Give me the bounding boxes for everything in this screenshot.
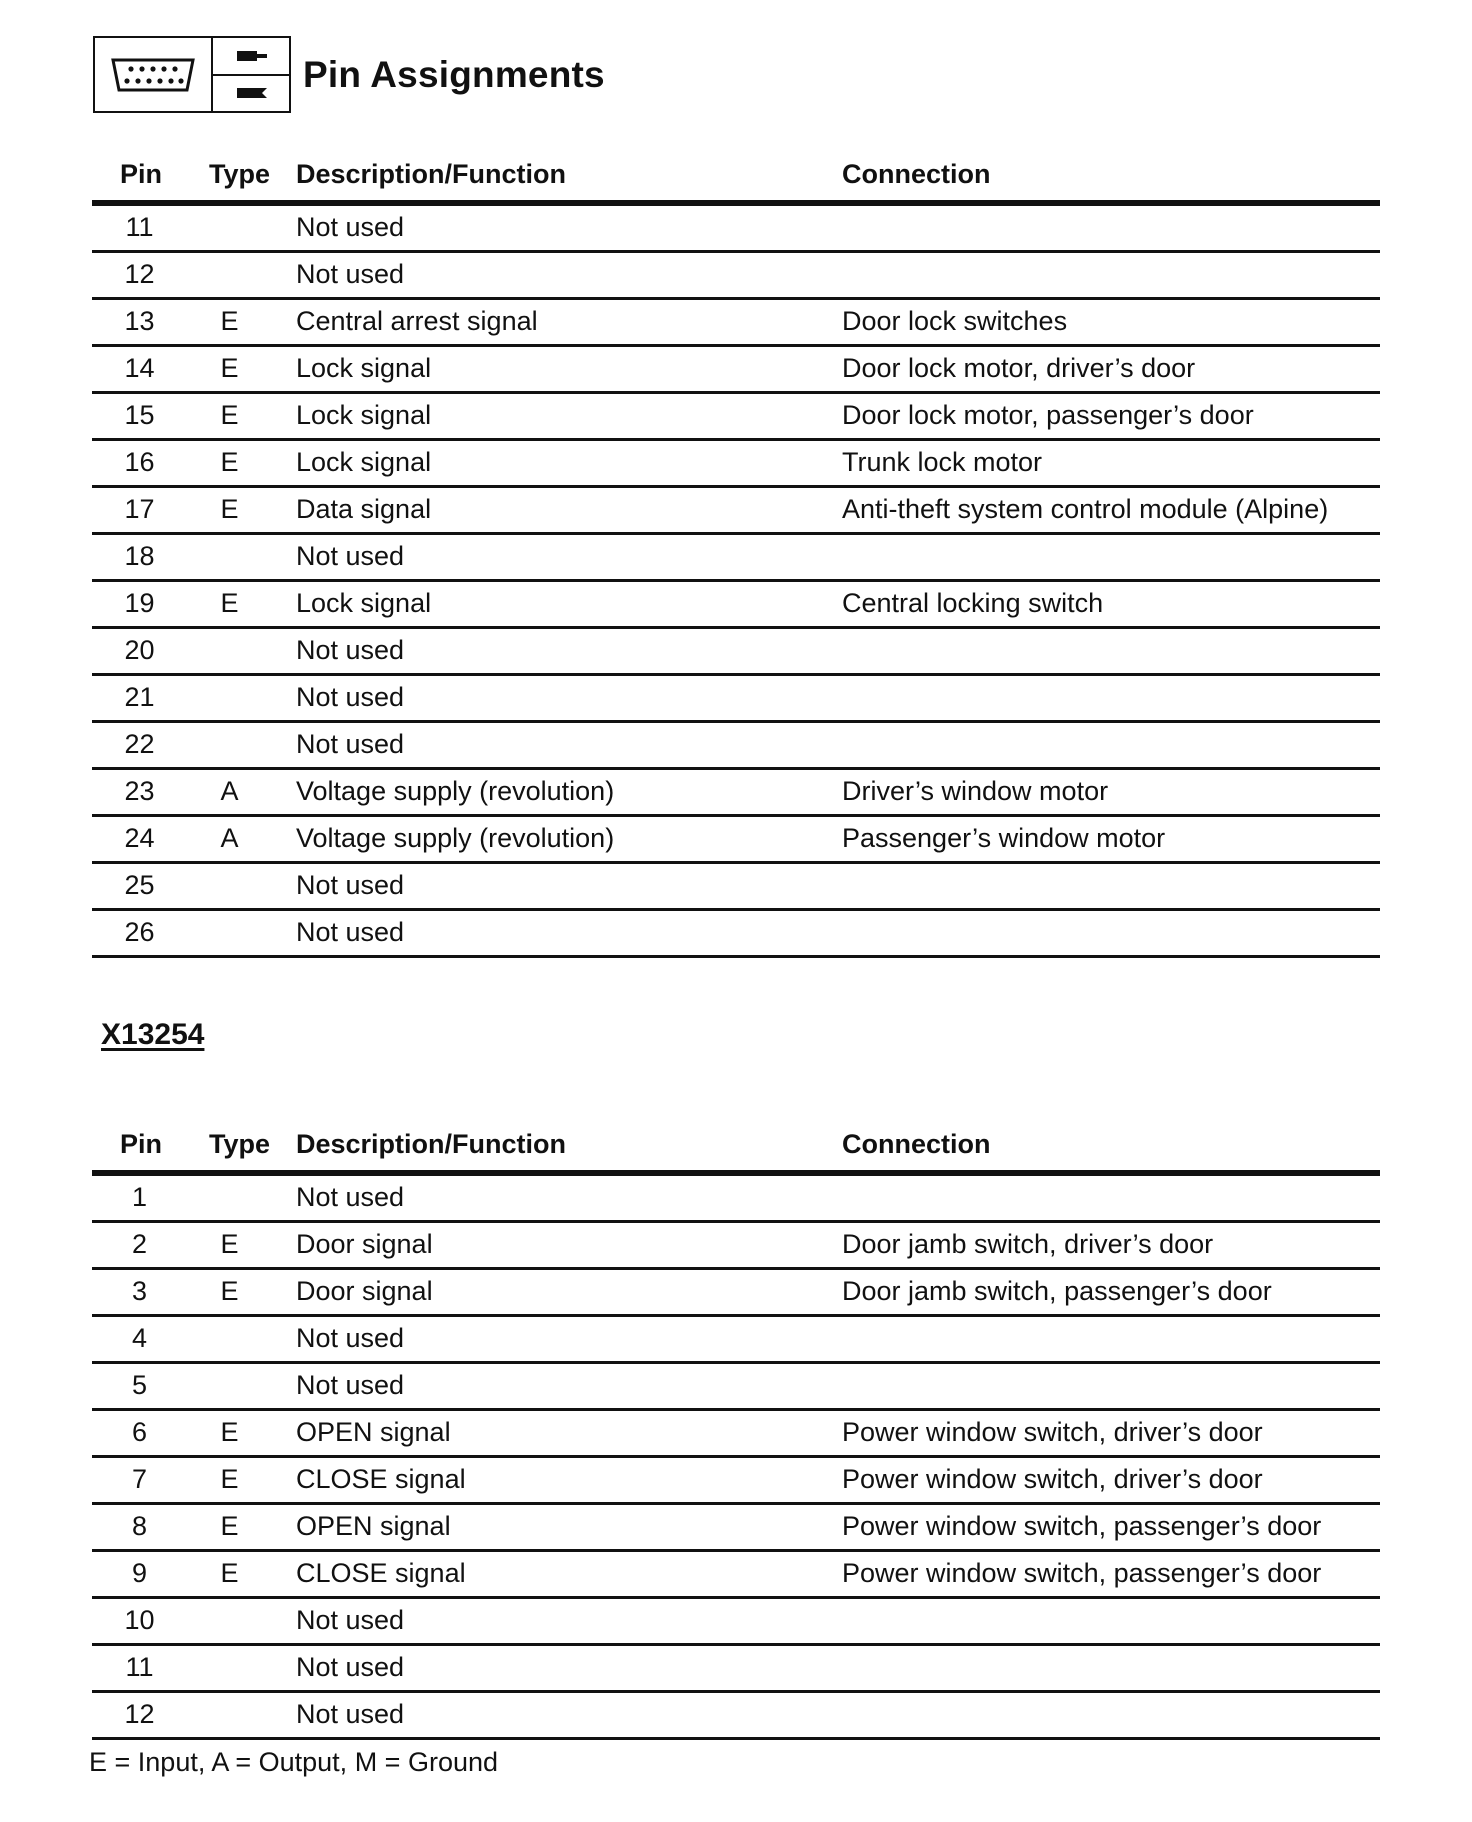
column-header-connection: Connection (842, 159, 991, 189)
description-cell: OPEN signal (296, 1416, 451, 1447)
column-header-type: Type (209, 1129, 271, 1159)
type-cell: E (220, 587, 239, 618)
type-cell: E (220, 1510, 239, 1541)
connection-cell: Power window switch, driver’s door (842, 1463, 1263, 1494)
description-cell: Lock signal (296, 352, 432, 383)
pin-cell: 4 (131, 1322, 148, 1353)
pin-cell: 18 (124, 540, 155, 571)
table-row (92, 441, 1380, 488)
table-row (92, 300, 1380, 347)
connection-cell: Anti-theft system control module (Alpine) (842, 493, 1329, 524)
table-row (92, 1693, 1380, 1740)
description-cell: Not used (296, 1322, 405, 1353)
pin-cell: 7 (131, 1463, 148, 1494)
table-header (92, 1118, 1380, 1176)
table-row (92, 488, 1380, 535)
type-cell: E (220, 352, 239, 383)
type-cell: E (220, 493, 239, 524)
type-cell: E (220, 305, 239, 336)
description-cell: Not used (296, 869, 405, 900)
description-cell: Lock signal (296, 587, 432, 618)
column-header-description: Description/Function (296, 159, 566, 189)
pin-cell: 13 (124, 305, 155, 336)
pin-cell: 16 (124, 446, 155, 477)
column-header-pin: Pin (120, 1129, 163, 1159)
type-cell: E (220, 399, 239, 430)
connection-cell: Power window switch, passenger’s door (842, 1510, 1322, 1541)
description-cell: Not used (296, 1181, 405, 1212)
pin-cell: 12 (124, 258, 155, 289)
pin-cell: 25 (124, 869, 155, 900)
table-row (92, 676, 1380, 723)
type-cell: A (220, 775, 239, 806)
pin-cell: 10 (124, 1604, 155, 1635)
pin-cell: 8 (131, 1510, 148, 1541)
table-row (92, 1364, 1380, 1411)
column-header-connection: Connection (842, 1129, 991, 1159)
connection-cell: Driver’s window motor (842, 775, 1109, 806)
type-cell: E (220, 1557, 239, 1588)
connection-cell: Door lock motor, driver’s door (842, 352, 1196, 383)
description-cell: Not used (296, 211, 405, 242)
pin-cell: 15 (124, 399, 155, 430)
connection-cell: Door lock switches (842, 305, 1068, 336)
description-cell: Door signal (296, 1228, 433, 1259)
pin-cell: 6 (131, 1416, 148, 1447)
description-cell: Voltage supply (revolution) (296, 775, 615, 806)
table-row (92, 394, 1380, 441)
description-cell: CLOSE signal (296, 1463, 466, 1494)
type-cell: E (220, 1416, 239, 1447)
description-cell: Not used (296, 540, 405, 571)
pin-cell: 14 (124, 352, 155, 383)
type-cell: E (220, 1228, 239, 1259)
pin-cell: 23 (124, 775, 155, 806)
table-row (92, 1646, 1380, 1693)
table-row (92, 817, 1380, 864)
section-label: X13254 (101, 1018, 205, 1051)
pin-cell: 24 (124, 822, 155, 853)
description-cell: Voltage supply (revolution) (296, 822, 615, 853)
table-row (92, 1599, 1380, 1646)
connection-cell: Power window switch, passenger’s door (842, 1557, 1322, 1588)
column-header-pin: Pin (120, 159, 163, 189)
description-cell: CLOSE signal (296, 1557, 466, 1588)
table-body (92, 206, 1380, 958)
pin-cell: 26 (124, 916, 155, 947)
pin-cell: 11 (125, 1651, 154, 1682)
description-cell: Not used (296, 916, 405, 947)
table-row (92, 253, 1380, 300)
type-legend: E = Input, A = Output, M = Ground (89, 1747, 499, 1777)
description-cell: Not used (296, 1651, 405, 1682)
table-row (92, 535, 1380, 582)
table-row (92, 1176, 1380, 1223)
type-cell: E (220, 446, 239, 477)
pin-cell: 3 (131, 1275, 148, 1306)
pin-cell: 22 (124, 728, 155, 759)
type-cell: E (220, 1275, 239, 1306)
description-cell: OPEN signal (296, 1510, 451, 1541)
table-row (92, 1411, 1380, 1458)
table-header (92, 148, 1380, 206)
pin-cell: 19 (124, 587, 155, 618)
pin-table-1 (92, 148, 1380, 958)
table-row (92, 582, 1380, 629)
pin-cell: 11 (125, 211, 154, 242)
description-cell: Not used (296, 634, 405, 665)
table-row (92, 347, 1380, 394)
connection-cell: Power window switch, driver’s door (842, 1416, 1263, 1447)
pin-cell: 9 (131, 1557, 148, 1588)
connection-cell: Door jamb switch, driver’s door (842, 1228, 1214, 1259)
connection-cell: Door jamb switch, passenger’s door (842, 1275, 1272, 1306)
description-cell: Not used (296, 728, 405, 759)
description-cell: Not used (296, 681, 405, 712)
pin-cell: 5 (131, 1369, 148, 1400)
page-title: Pin Assignments (303, 53, 605, 95)
table-body (92, 1176, 1380, 1740)
pin-cell: 17 (124, 493, 155, 524)
table-row (92, 770, 1380, 817)
table-row (92, 629, 1380, 676)
connection-cell: Passenger’s window motor (842, 822, 1166, 853)
pin-cell: 1 (131, 1181, 148, 1212)
pin-cell: 21 (124, 681, 155, 712)
column-header-description: Description/Function (296, 1129, 566, 1159)
table-row (92, 1458, 1380, 1505)
description-cell: Not used (296, 1604, 405, 1635)
connector-symbol (93, 36, 291, 113)
table-row (92, 206, 1380, 253)
plug-icon (213, 38, 289, 76)
pin-cell: 2 (131, 1228, 148, 1259)
connection-cell: Trunk lock motor (842, 446, 1043, 477)
pin-cell: 12 (124, 1698, 155, 1729)
table-row (92, 1317, 1380, 1364)
description-cell: Lock signal (296, 446, 432, 477)
description-cell: Data signal (296, 493, 432, 524)
table-row (92, 1270, 1380, 1317)
socket-icon (213, 76, 289, 112)
type-cell: A (220, 822, 239, 853)
table-row (92, 1505, 1380, 1552)
page-header (93, 36, 605, 113)
connection-cell: Central locking switch (842, 587, 1104, 618)
table-row (92, 911, 1380, 958)
description-cell: Not used (296, 1369, 405, 1400)
table-row (92, 1223, 1380, 1270)
type-cell: E (220, 1463, 239, 1494)
description-cell: Lock signal (296, 399, 432, 430)
table-row (92, 864, 1380, 911)
connector-icon (95, 38, 213, 111)
pin-cell: 20 (124, 634, 155, 665)
description-cell: Door signal (296, 1275, 433, 1306)
description-cell: Not used (296, 1698, 405, 1729)
connection-cell: Door lock motor, passenger’s door (842, 399, 1254, 430)
pin-table-2 (92, 1118, 1380, 1740)
table-row (92, 1552, 1380, 1599)
description-cell: Not used (296, 258, 405, 289)
description-cell: Central arrest signal (296, 305, 538, 336)
column-header-type: Type (209, 159, 271, 189)
table-row (92, 723, 1380, 770)
